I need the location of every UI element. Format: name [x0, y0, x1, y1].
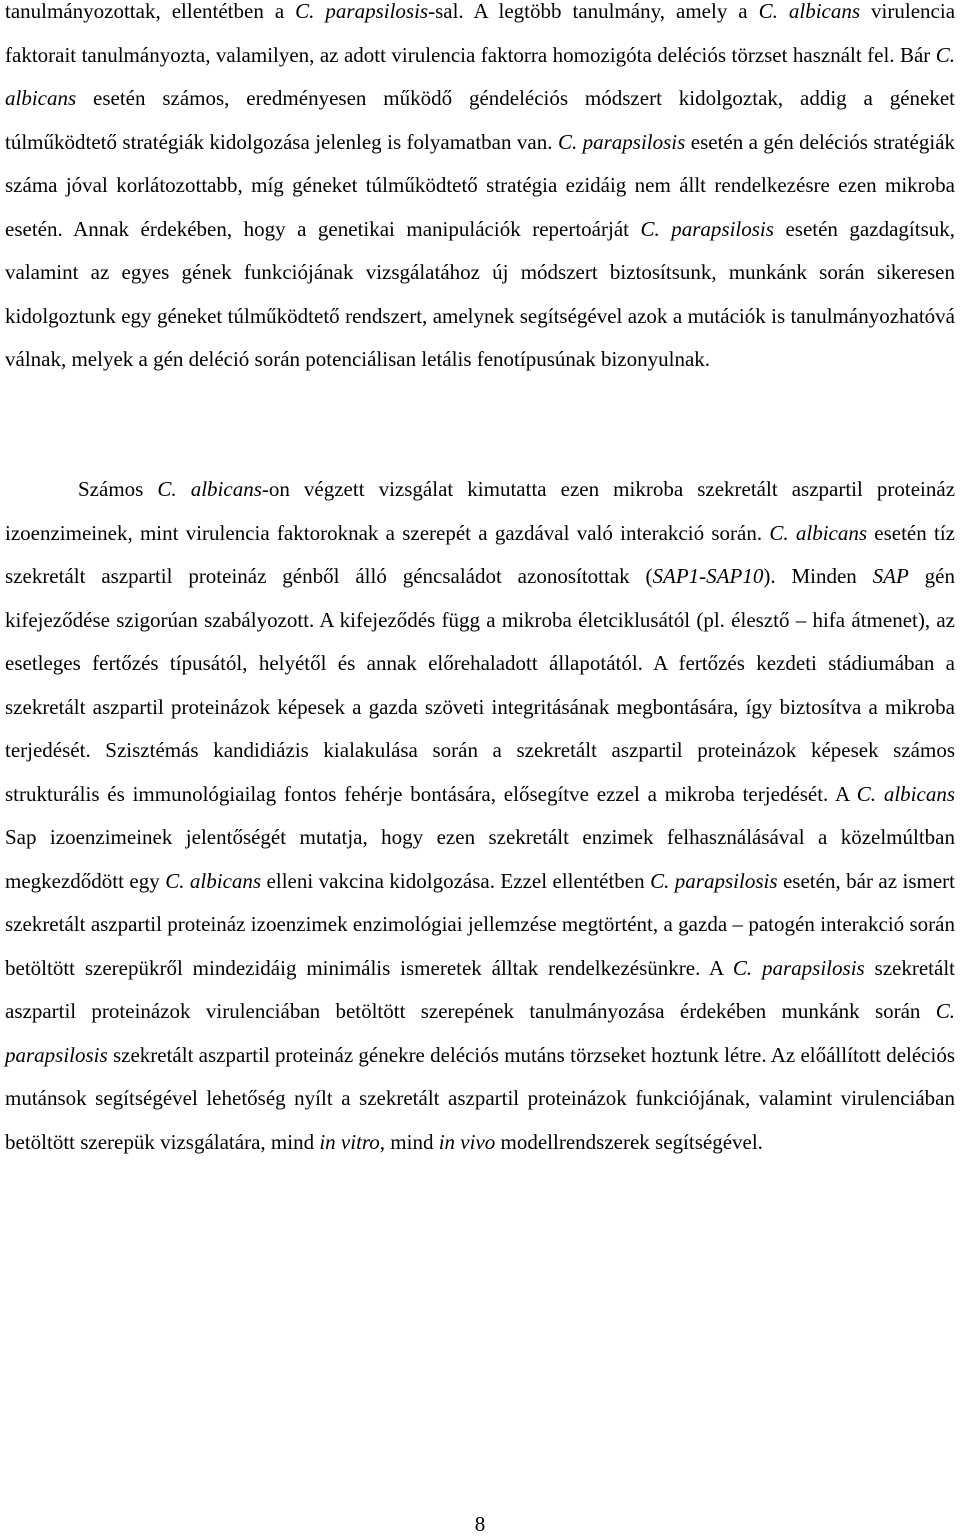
text-run: szekretált aszpartil proteinázok virulenciában betöltött szerepének tanulmányozása érdekében munkánk során: [5, 955, 956, 1023]
italic-gene-name: SAP10: [706, 564, 764, 588]
italic-species-name: C. parapsilosis: [295, 0, 429, 23]
italic-species-name: C. parapsilosis: [640, 216, 774, 241]
text-run: esetén tíz szekretált aszpartil proteináz génből álló géncsaládot azonosítottak (: [5, 520, 956, 588]
text-run: virulencia faktorait tanulmányozta, valamilyen, az adott virulencia faktorra homozigóta deléciós törzset használt fel. Bár: [5, 0, 956, 67]
italic-species-name: C. albicans: [5, 42, 955, 110]
paragraph-1: [5, 0, 955, 382]
italic-species-name: C. albicans: [157, 477, 262, 501]
italic-species-name: C. albicans: [165, 868, 262, 893]
italic-species-name: C. parapsilosis: [732, 955, 865, 980]
italic-species-name: C. parapsilosis: [5, 999, 955, 1067]
italic-term: in vivo: [438, 1129, 496, 1154]
text-run: gén kifejeződése szigorúan szabályozott. A kifejeződés függ a mikroba életciklusától (pl. élesztő – hifa átmenet), az esetleges fertőzés típusától, helyétől és annak előrehaladott állapotától. A fertőzés kezdeti stádiumában a szekretált aszpartil proteinázok képesek a gazda szöveti integritásának megbontására, így biztosítva a mikroba terjedését. Szisztémás kandidiázis kialakulása során a szekretált aszpartil proteinázok képesek számos strukturális és immunológiailag fontos fehérje bontására, elősegítve ezzel a mikroba terjedését. A: [5, 564, 955, 806]
text-run: esetén, bár az ismert szekretált aszpartil proteináz izoenzimek enzimológiai jellemzése megtörtént, a gazda – patogén interakció során betöltött szerepükről mindezidáig minimális ismeretek álltak rendelkezésünkre. A: [5, 868, 956, 980]
page-number: 8: [474, 1512, 486, 1536]
italic-species-name: C. albicans: [758, 0, 861, 23]
text-run: elleni vakcina kidolgozása. Ezzel ellentétben: [261, 868, 651, 893]
text-run: szekretált aszpartil proteináz génekre deléciós mutáns törzseket hoztunk létre. Az előállított deléciós mutánsok segítségével lehetőség nyílt a szekretált aszpartil proteinázok funkciójának, valamint virulenciában betöltött szerepük vizsgálatára, mind: [5, 1042, 955, 1154]
text-run: esetén számos, eredményesen működő géndeléciós módszert kidolgoztak, addig a géneket túlműködtető stratégiák kidolgozása jelenleg is folyamatban van.: [5, 86, 955, 154]
text-run: modellrendszerek segítségével.: [495, 1129, 763, 1154]
italic-gene-name: SAP: [872, 564, 909, 588]
italic-species-name: C. albicans: [856, 781, 955, 806]
text-run: -on végzett vizsgálat kimutatta ezen mikroba szekretált aszpartil proteináz izoenzimeinek, mint virulencia faktoroknak a szerepét a gazdával való interakció során.: [5, 477, 956, 545]
text-run: -: [699, 564, 707, 588]
paragraph-2: [5, 468, 955, 1164]
italic-species-name: C. parapsilosis: [650, 868, 778, 893]
italic-species-name: C. albicans: [769, 520, 868, 545]
text-run: Sap izoenzimeinek jelentőségét mutatja, hogy ezen szekretált enzimek felhasználásával a közelmúltban megkezdődött egy: [5, 825, 955, 893]
paragraph-2-text: [5, 468, 955, 1164]
text-run: esetén a gén deléciós stratégiák száma jóval korlátozottabb, míg géneket túlműködtető stratégia ezidáig nem állt rendelkezésre ezen mikroba esetén. Annak érdekében, hogy a genetikai manipulációk repertoárját: [5, 129, 956, 241]
paragraph-1-text: [5, 0, 955, 382]
text-run: mind: [385, 1129, 439, 1154]
text-run: -sal. A legtöbb tanulmány, amely a: [428, 0, 759, 23]
text-run: ). Minden: [763, 564, 873, 588]
italic-species-name: C. parapsilosis: [557, 129, 686, 154]
text-run: esetén gazdagítsuk, valamint az egyes gének funkciójának vizsgálatához új módszert biztosítsunk, munkánk során sikeresen kidolgoztunk egy géneket túlműködtető rendszert, amelynek segítségével azok a mutációk is tanulmányozhatóvá válnak, melyek a gén deléció során potenciálisan letális fenotípusúnak bizonyulnak.: [5, 216, 955, 371]
italic-term: in vitro,: [319, 1129, 386, 1154]
italic-gene-name: SAP1: [652, 564, 700, 588]
text-run: Számos: [78, 477, 158, 501]
text-run: tanulmányozottak, ellentétben a: [5, 0, 296, 23]
